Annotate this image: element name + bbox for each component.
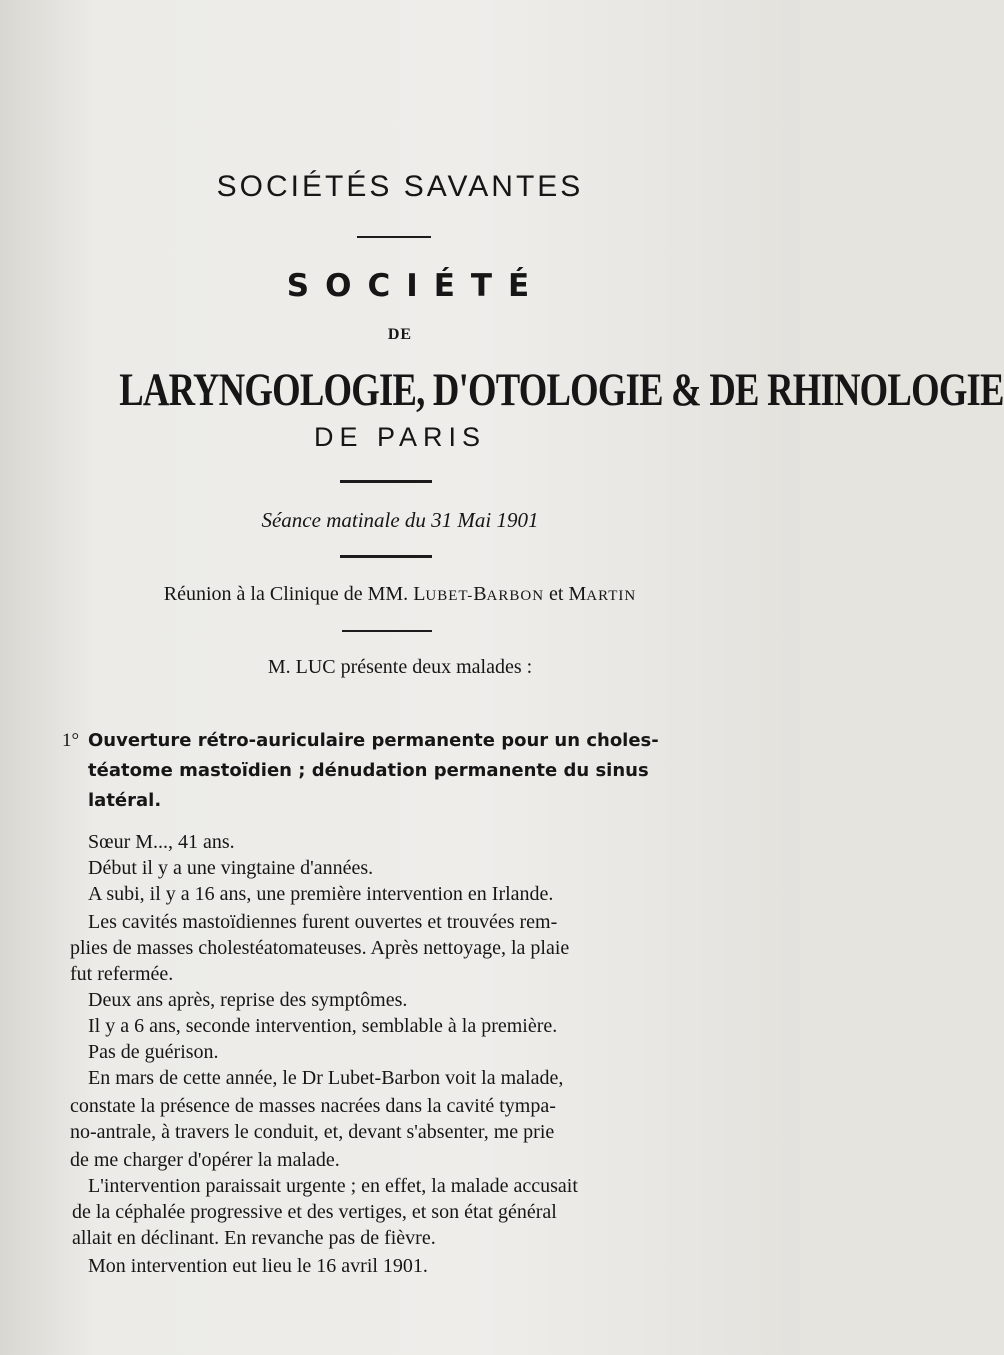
body-line: En mars de cette année, le Dr Lubet-Barbon voit la malade, (88, 1067, 564, 1089)
body-line: L'intervention paraissait urgente ; en effet, la malade accusait (88, 1175, 578, 1197)
name-rest: ARTIN (586, 588, 637, 604)
case-heading (62, 726, 742, 822)
body-line: no-antrale, à travers le conduit, et, devant s'absenter, me prie (70, 1121, 555, 1143)
body-line: Pas de guérison. (88, 1041, 219, 1063)
body-line: Début il y a une vingtaine d'années. (88, 857, 374, 879)
body-line: allait en déclinant. En revanche pas de fièvre. (72, 1227, 436, 1249)
divider (340, 480, 432, 483)
body-line: Les cavités mastoïdiennes furent ouvertes et trouvées rem- (88, 911, 558, 933)
case-heading-line: latéral. (88, 790, 162, 811)
body-line: de la céphalée progressive et des vertiges, et son état général (72, 1201, 557, 1223)
society-name: LARYNGOLOGIE, D'OTOLOGIE & DE RHINOLOGIE (119, 364, 1004, 416)
conjunction: et (549, 583, 564, 605)
host-name-1 (413, 583, 544, 605)
name-initial: M (568, 583, 587, 605)
name-rest: UBET- (425, 588, 474, 604)
case-number: 1° (62, 730, 80, 751)
reunion-prefix: Réunion à la Clinique de MM. (163, 583, 409, 605)
divider (342, 630, 432, 632)
society-de: DE (387, 326, 413, 343)
body-line: de me charger d'opérer la malade. (70, 1149, 340, 1171)
body-line: A subi, il y a 16 ans, une première intervention en Irlande. (88, 883, 554, 905)
divider (357, 236, 431, 238)
body-line: Deux ans après, reprise des symptômes. (88, 989, 408, 1011)
body-line: constate la présence de masses nacrées dans la cavité tympa- (70, 1095, 556, 1117)
body-line: Mon intervention eut lieu le 16 avril 1901. (88, 1255, 428, 1277)
body-line: Il y a 6 ans, seconde intervention, semblable à la première. (88, 1015, 558, 1037)
meeting-location (0, 583, 800, 606)
society-city: DE PARIS (313, 422, 487, 452)
section-header: SOCIÉTÉS SAVANTES (216, 170, 584, 203)
host-name-2 (568, 583, 636, 605)
body-line: plies de masses cholestéatomateuses. Après nettoyage, la plaie (70, 937, 570, 959)
name-rest: ARBON (486, 588, 545, 604)
body-line: fut refermée. (70, 963, 174, 985)
session-date: Séance matinale du 31 Mai 1901 (261, 508, 539, 532)
society-title: SOCIÉTÉ (286, 268, 546, 304)
presenter-line: M. LUC présente deux malades : (267, 656, 533, 678)
case-heading-line: téatome mastoïdien ; dénudation permanente du sinus (88, 760, 649, 781)
name-initial: L (413, 583, 426, 605)
name-initial: B (473, 583, 487, 605)
body-line: Sœur M..., 41 ans. (88, 831, 235, 853)
divider (340, 555, 432, 558)
case-heading-line: Ouverture rétro-auriculaire permanente pour un choles- (88, 730, 659, 751)
